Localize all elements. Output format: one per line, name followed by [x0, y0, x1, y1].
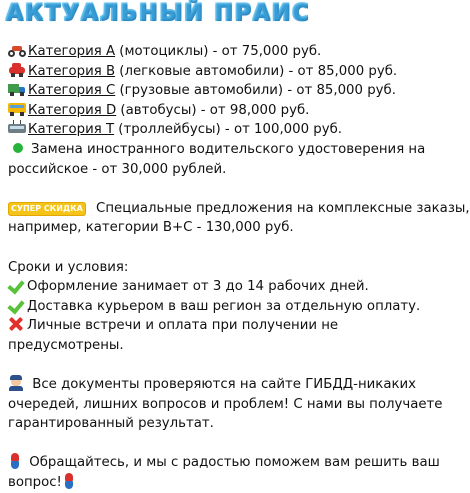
category-line-t: [8, 120, 424, 140]
green-circle-icon: [13, 143, 23, 153]
price-banner: [6, 0, 326, 28]
special-line-2: например, категории В+С - 130,000 руб.: [8, 220, 294, 236]
terms-item-3-cont: предусмотрены.: [8, 337, 124, 353]
special-line-1: [8, 199, 470, 219]
replacement-line-1: [8, 140, 424, 160]
category-link-b[interactable]: Категория В: [28, 63, 116, 79]
category-desc-c: (грузовые автомобили) - от 85,000 руб.: [115, 83, 396, 99]
phone-icon: [64, 473, 74, 489]
message-body: [8, 42, 470, 493]
category-line-b: [8, 62, 424, 82]
category-line-c: [8, 81, 424, 101]
terms-item-1-text: Оформление занимает от 3 до 14 рабочих дней.: [27, 279, 369, 295]
verify-line-2: очередей, лишних вопросов и проблем! С нами вы получаете: [8, 396, 443, 412]
category-link-t[interactable]: Категория Т: [28, 122, 115, 138]
verify-text-1: Все документы проверяются на сайте ГИБДД-никаких: [28, 377, 417, 393]
terms-item-1: [8, 277, 424, 297]
super-discount-badge: СУПЕР СКИДКА: [8, 202, 86, 216]
price-banner-title: АКТУАЛЬНЫЙ ПРАИС: [6, 1, 311, 26]
contact-line-2: [8, 473, 424, 493]
red-car-icon: [8, 62, 26, 77]
truck-icon: [8, 81, 26, 96]
verify-line-3: гарантированный результат.: [8, 416, 214, 432]
category-link-d[interactable]: Категория D: [28, 102, 117, 118]
category-desc-a: (мотоциклы) - от 75,000 руб.: [115, 44, 322, 59]
check-mark-icon: [8, 298, 24, 312]
bus-icon: [8, 101, 26, 116]
terms-heading: Сроки и условия:: [8, 259, 129, 275]
trolleybus-icon: [8, 120, 26, 135]
terms-item-2-text: Доставка курьером в ваш регион за отдельную оплату.: [27, 298, 421, 314]
category-desc-b: (легковые автомобили) - от 85,000 руб.: [115, 63, 398, 79]
category-desc-d: (автобусы) - от 98,000 руб.: [116, 102, 310, 118]
category-line-a: [8, 42, 424, 62]
terms-item-3-text: Личные встречи и оплата при получении не: [27, 318, 339, 334]
replacement-text-1: Замена иностранного водительского удостоверения на: [31, 141, 426, 157]
check-mark-icon: [8, 278, 24, 292]
category-link-a[interactable]: Категория А: [28, 44, 116, 59]
motorcycle-icon: [8, 42, 26, 57]
category-line-d: [8, 101, 424, 121]
cross-mark-icon: [8, 317, 24, 331]
verify-line-1: [8, 375, 424, 395]
contact-line-1: [8, 453, 440, 473]
terms-item-3: [8, 316, 424, 336]
category-desc-t: (троллейбусы) - от 100,000 руб.: [114, 122, 343, 138]
contact-text-2: вопрос!: [8, 475, 62, 491]
phone-icon: [10, 453, 20, 469]
contact-text-1: Обращайтесь, и мы с радостью поможем вам решить ваш: [25, 455, 440, 471]
replacement-line-2: российское - от 30,000 рублей.: [8, 161, 227, 177]
special-text-1: Специальные предложения на комплексные заказы,: [91, 200, 470, 216]
terms-item-2: [8, 297, 424, 317]
police-officer-icon: [8, 375, 24, 391]
category-link-c[interactable]: Категория С: [28, 83, 116, 99]
